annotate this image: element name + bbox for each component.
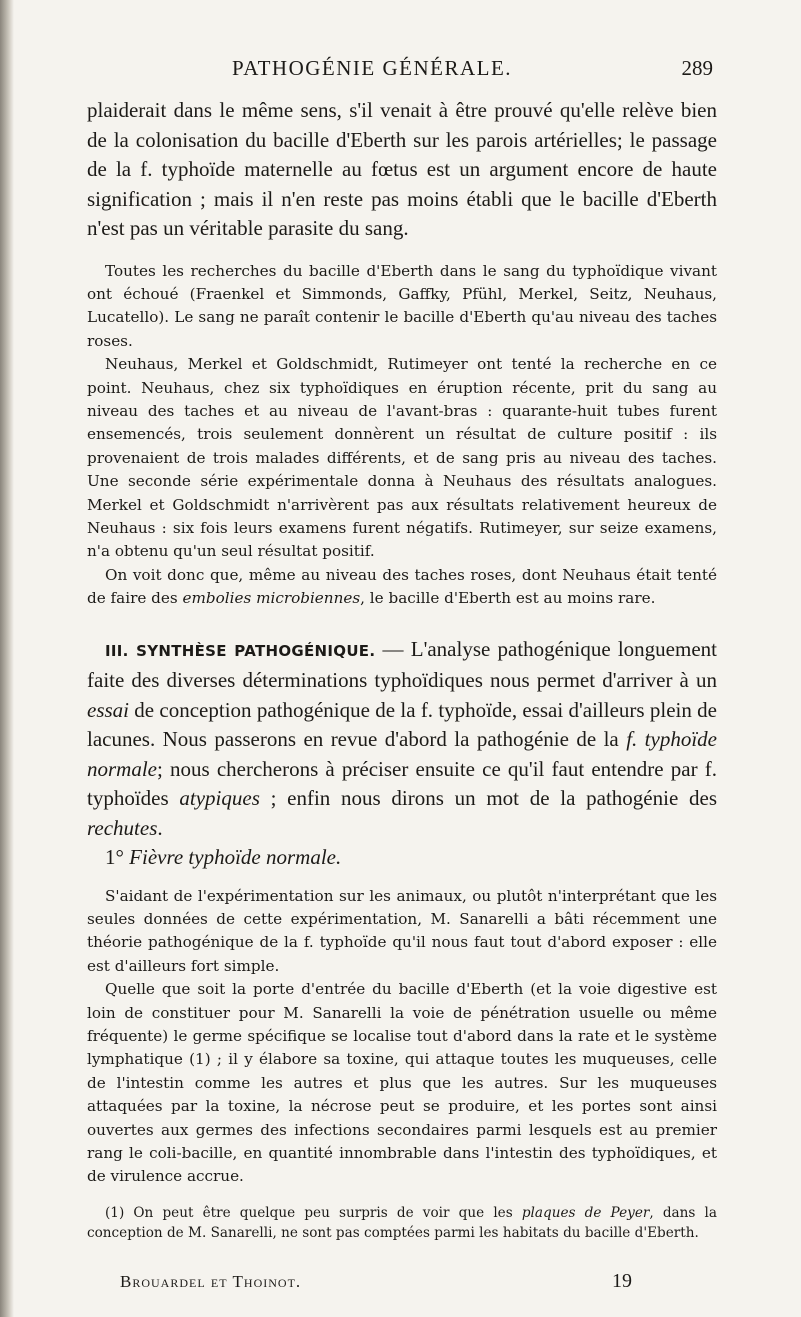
section-iii [87, 635, 717, 873]
section-italic-1: essai [87, 697, 129, 722]
section-text-2: de conception pathogénique de la f. typhoïde, essai d'ailleurs plein de lacunes. Nous passerons en revue d'abord la pathogénie de la [87, 697, 717, 752]
footnote-text-after: , dans la conception de M. Sanarelli, ne sont pas comptées parmi les habitats du bacille d'Eberth. [87, 1204, 718, 1242]
sanarelli-paragraph-2: Quelle que soit la porte d'entrée du bacille d'Eberth (et la voie digestive est loin de constituer pour M. Sanarelli la voie de pénétration usuelle ou même fréquente) le germe spécifique se localise tout d'abord dans la rate et le système lymphatique (1) ; il y élabore sa toxine, qui attaque toutes les muqueuses, celle de l'intestin comme les autres et plus que les autres. Sur les muqueuses attaquées par la toxine, la nécrose peut se produire, et les portes sont ainsi ouvertes aux germes des infections secondaires parmi lesquels est au premier rang le coli-bacille, en quantité innombrable dans l'intestin des typhoïdiques, et de virulence accrue. [87, 980, 717, 1186]
section-italic-3: atypiques [179, 786, 260, 811]
conclusion-text-before: On voit donc que, même au niveau des taches roses, dont Neuhaus était tenté de faire des [87, 565, 717, 608]
footnote-italic: plaques de Peyer [521, 1204, 650, 1221]
section-text-3: ; nous chercherons à préciser ensuite ce qu'il faut entendre par f. typhoïdes [87, 756, 717, 811]
conclusion-italic: embolies microbiennes [182, 589, 361, 608]
lead-paragraph: plaiderait dans le même sens, s'il venait à être prouvé qu'elle relève bien de la colonisation du bacille d'Eberth sur les parois artérielles; le passage de la f. typhoïde maternelle au fœtus est un argument encore de haute signification ; mais il n'en reste pas moins établi que le bacille d'Eberth n'est pas un véritable parasite du sang. [87, 98, 717, 240]
section-text-4: ; enfin nous dirons un mot de la pathogénie des [259, 786, 717, 811]
footnote-paragraph [87, 1203, 717, 1244]
page-footer [0, 1272, 801, 1300]
printer-signature: Brouardel et Thoinot. [120, 1272, 302, 1291]
binding-shadow [0, 0, 14, 1317]
footnote-text-before: (1) On peut être quelque peu surpris de voir que les [105, 1204, 522, 1221]
section-italic-2: f. typhoïde normale [87, 727, 717, 781]
small-print-block [87, 260, 717, 611]
sanarelli-block [87, 885, 717, 1189]
page-body [87, 96, 717, 1244]
sheet-number: 19 [612, 1270, 632, 1292]
subheading [87, 843, 717, 873]
small-paragraph-1: Toutes les recherches du bacille d'Eberth dans le sang du typhoïdique vivant ont échoué (Fraenkel et Simmonds, Gaffky, Pfühl, Merkel, Seitz, Neuhaus, Lucatello). Le sang ne paraît contenir le bacille d'Eberth qu'au niveau des taches roses. [87, 261, 717, 350]
subheading-title: Fièvre typhoïde normale. [129, 845, 342, 870]
page-header [0, 56, 801, 86]
running-title: PATHOGÉNIE GÉNÉRALE. [232, 56, 513, 80]
section-iii-paragraph [87, 635, 717, 844]
section-text-1: — L'analyse pathogénique longuement faite des diverses déterminations typhoïdiques nous permet d'arriver à un [87, 636, 717, 693]
conclusion-text-after: , le bacille d'Eberth est au moins rare. [360, 589, 656, 608]
lead-block [87, 96, 717, 244]
footnote [87, 1203, 717, 1244]
subheading-number: 1° [105, 845, 124, 870]
section-italic-4: rechutes [87, 815, 158, 840]
page-number: 289 [681, 56, 713, 80]
small-paragraph-2: Neuhaus, Merkel et Goldschmidt, Rutimeyer ont tenté la recherche en ce point. Neuhaus, chez six typhoïdiques en éruption récente, prit du sang au niveau des taches et au niveau de l'avant-bras : quarante-huit tubes furent ensemencés, trois seulement donnèrent un résultat de culture positif : ils provenaient de trois malades différents, et de sang pris au niveau des taches. Une seconde série expérimentale donna à Neuhaus des résultats analogues. Merkel et Goldschmidt n'arrivèrent pas aux résultats relativement heureux de Neuhaus : six fois leurs examens furent négatifs. Rutimeyer, sur seize examens, n'a obtenu qu'un seul résultat positif. [87, 355, 717, 561]
section-heading: III. SYNTHÈSE PATHOGÉNIQUE. [105, 641, 376, 660]
section-text-5: . [157, 815, 163, 840]
conclusion-paragraph [87, 564, 717, 611]
sanarelli-paragraph-1: S'aidant de l'expérimentation sur les animaux, ou plutôt n'interprétant que les seules données de cette expérimentation, M. Sanarelli a bâti récemment une théorie pathogénique de la f. typhoïde qu'il nous faut tout d'abord exposer : elle est d'ailleurs fort simple. [87, 886, 717, 975]
